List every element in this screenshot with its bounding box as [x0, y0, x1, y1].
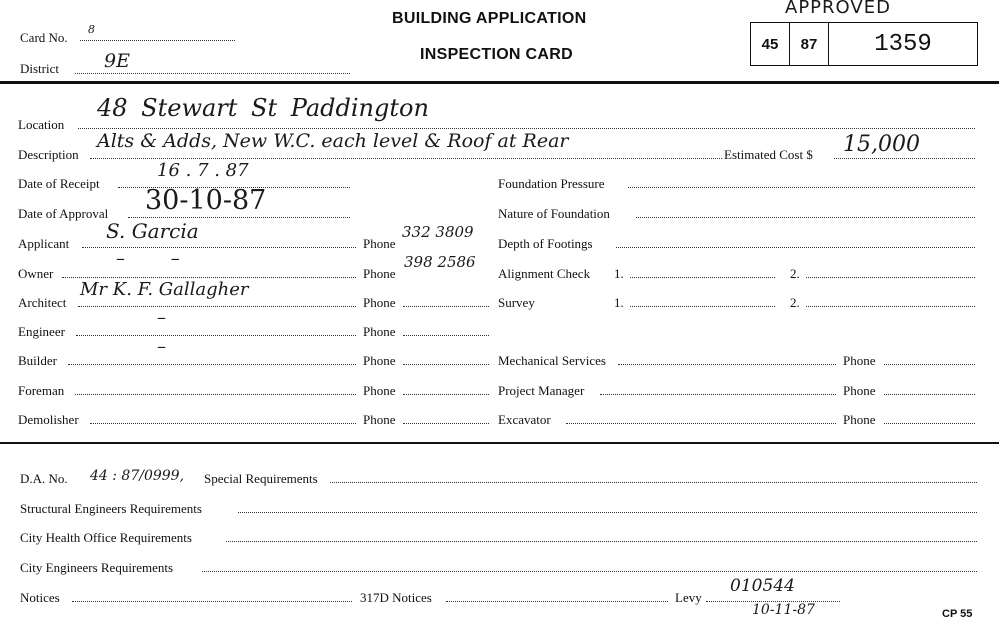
- engineer-label: Engineer: [18, 324, 65, 339]
- excavator-phone-line: [884, 423, 975, 424]
- applicant-phone-label: Phone: [363, 236, 396, 251]
- box-cell-a: 45: [751, 23, 790, 65]
- approved-stamp: APPROVED: [785, 0, 891, 18]
- architect-phone-line: [403, 306, 489, 307]
- demolisher-line: [90, 423, 356, 424]
- structural-requirements-label: Structural Engineers Requirements: [20, 501, 202, 516]
- mechanical-services-phone-line: [884, 364, 975, 365]
- form-code: CP 55: [942, 608, 973, 620]
- foreman-label: Foreman: [18, 383, 65, 398]
- levy-value: 010544: [730, 576, 795, 596]
- applicant-phone-value: 332 3809: [402, 223, 474, 241]
- survey-line2: [806, 306, 975, 307]
- middle-divider: [0, 442, 999, 444]
- engineer-line: [76, 335, 356, 336]
- date-of-approval-label: Date of Approval: [18, 206, 109, 221]
- foundation-pressure-line: [628, 187, 975, 188]
- engineer-value: –: [157, 307, 166, 328]
- card-no-label: Card No.: [20, 30, 68, 45]
- location-value: 48 Stewart St Paddington: [97, 94, 429, 122]
- depth-of-footings-label: Depth of Footings: [498, 236, 593, 251]
- foreman-line: [75, 394, 356, 395]
- top-divider: [0, 81, 999, 84]
- levy-date: 10-11-87: [752, 602, 815, 618]
- alignment-check-line1: [630, 277, 775, 278]
- district-label: District: [20, 61, 59, 76]
- notices-label: Notices: [20, 590, 60, 605]
- structural-requirements-line: [238, 512, 977, 513]
- architect-value: Mr K. F. Gallagher: [80, 279, 249, 300]
- builder-phone-label: Phone: [363, 353, 396, 368]
- depth-of-footings-line: [616, 247, 975, 248]
- description-value: Alts & Adds, New W.C. each level & Roof at Rear: [97, 130, 569, 152]
- alignment-check-line2: [806, 277, 975, 278]
- city-engineers-requirements-label: City Engineers Requirements: [20, 560, 174, 575]
- district-value: 9E: [104, 50, 130, 72]
- architect-label: Architect: [18, 295, 67, 310]
- levy-label: Levy: [675, 590, 702, 605]
- description-label: Description: [18, 147, 79, 162]
- excavator-label: Excavator: [498, 412, 551, 427]
- survey-line1: [630, 306, 775, 307]
- owner-phone-value: 398 2586: [404, 253, 476, 271]
- builder-phone-line: [403, 364, 489, 365]
- project-manager-phone-line: [884, 394, 975, 395]
- survey-label: Survey: [498, 295, 535, 310]
- builder-line: [68, 364, 356, 365]
- mechanical-services-line: [618, 364, 836, 365]
- card-no-line: [80, 40, 235, 41]
- architect-phone-label: Phone: [363, 295, 396, 310]
- city-health-requirements-label: City Health Office Requirements: [20, 530, 192, 545]
- engineer-phone-label: Phone: [363, 324, 396, 339]
- location-line: [78, 128, 975, 129]
- applicant-label: Applicant: [18, 236, 70, 251]
- date-of-receipt-label: Date of Receipt: [18, 176, 100, 191]
- owner-phone-label: Phone: [363, 266, 396, 281]
- nature-of-foundation-line: [636, 217, 975, 218]
- project-manager-phone-label: Phone: [843, 383, 876, 398]
- estimated-cost-line: [834, 158, 975, 159]
- box-cell-b: 87: [790, 23, 829, 65]
- da-no-label: D.A. No.: [20, 471, 68, 486]
- estimated-cost-value: 15,000: [843, 132, 920, 157]
- applicant-value: S. Garcia: [106, 219, 199, 243]
- foundation-pressure-label: Foundation Pressure: [498, 176, 605, 191]
- notices-line: [72, 601, 352, 602]
- notices-317d-line: [446, 601, 668, 602]
- project-manager-line: [600, 394, 836, 395]
- demolisher-label: Demolisher: [18, 412, 79, 427]
- owner-label: Owner: [18, 266, 54, 281]
- description-line: [90, 158, 722, 159]
- date-of-approval-line: [128, 217, 350, 218]
- date-of-approval-value: 30-10-87: [145, 185, 267, 216]
- excavator-phone-label: Phone: [843, 412, 876, 427]
- location-label: Location: [18, 117, 65, 132]
- foreman-phone-label: Phone: [363, 383, 396, 398]
- mechanical-services-label: Mechanical Services: [498, 353, 606, 368]
- card-number-box: [750, 22, 978, 66]
- alignment-check-num1: 1.: [614, 266, 624, 281]
- foreman-phone-line: [403, 394, 489, 395]
- da-no-value: 44 : 87/0999,: [90, 468, 185, 484]
- engineer-phone-line: [403, 335, 489, 336]
- owner-line: [62, 277, 356, 278]
- form-title-line2: INSPECTION CARD: [420, 46, 573, 63]
- survey-num1: 1.: [614, 295, 624, 310]
- nature-of-foundation-label: Nature of Foundation: [498, 206, 610, 221]
- card-no-value: 8: [88, 23, 95, 36]
- mechanical-services-phone-label: Phone: [843, 353, 876, 368]
- box-cell-number: 1359: [874, 30, 932, 58]
- survey-num2: 2.: [790, 295, 800, 310]
- special-requirements-line: [330, 482, 977, 483]
- project-manager-label: Project Manager: [498, 383, 585, 398]
- city-engineers-requirements-line: [202, 571, 977, 572]
- owner-value: – –: [116, 248, 180, 269]
- demolisher-phone-line: [403, 423, 489, 424]
- notices-317d-label: 317D Notices: [360, 590, 432, 605]
- special-requirements-label: Special Requirements: [204, 471, 318, 486]
- form-title-line1: BUILDING APPLICATION: [392, 10, 587, 27]
- demolisher-phone-label: Phone: [363, 412, 396, 427]
- date-of-receipt-value: 16 . 7 . 87: [157, 160, 249, 181]
- estimated-cost-label: Estimated Cost $: [724, 147, 813, 162]
- builder-label: Builder: [18, 353, 57, 368]
- city-health-requirements-line: [226, 541, 977, 542]
- builder-value: –: [157, 336, 166, 357]
- alignment-check-num2: 2.: [790, 266, 800, 281]
- excavator-line: [566, 423, 836, 424]
- alignment-check-label: Alignment Check: [498, 266, 591, 281]
- architect-line: [78, 306, 356, 307]
- district-line: [75, 73, 350, 74]
